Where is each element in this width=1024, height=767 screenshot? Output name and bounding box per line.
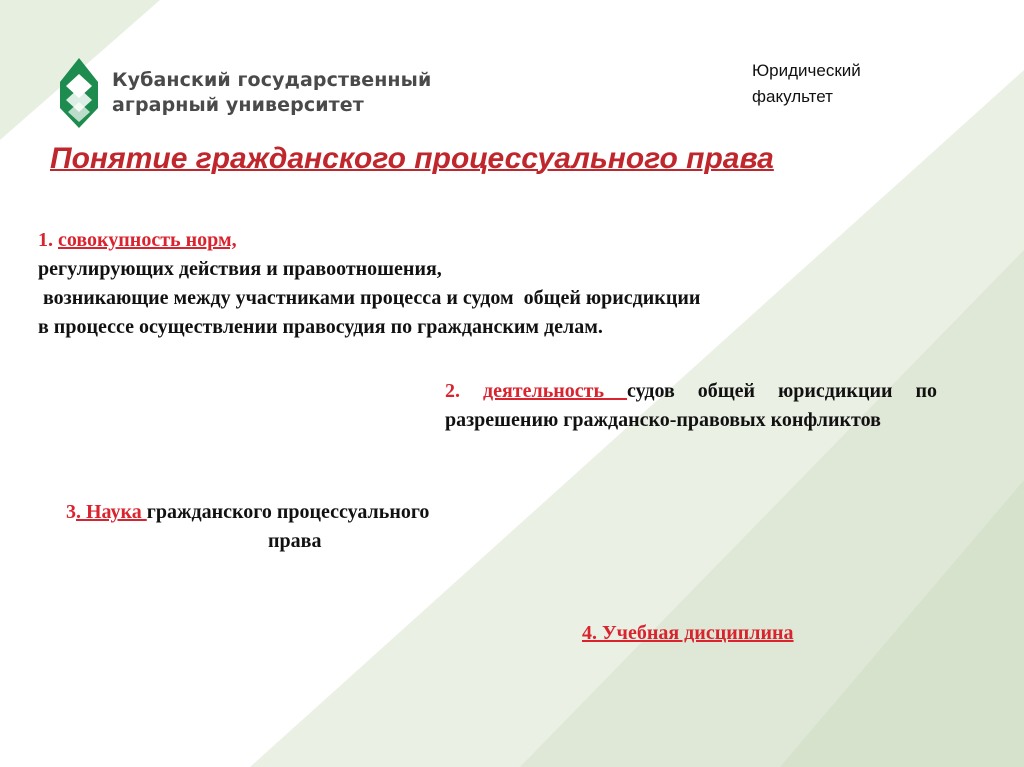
university-name-line1: Кубанский государственный xyxy=(112,69,432,91)
definition-item-3 xyxy=(66,498,536,556)
item-1-term: совокупность норм, xyxy=(58,229,237,251)
item-2-term: деятельность xyxy=(482,380,628,402)
university-name-line2: аграрный университет xyxy=(112,94,364,116)
definition-item-2 xyxy=(445,377,937,435)
slide-title: Понятие гражданского процессуального права xyxy=(50,142,774,175)
university-logo xyxy=(58,56,431,130)
faculty-line1: Юридический xyxy=(752,61,861,80)
item-3-term: . Наука xyxy=(76,501,147,523)
item-1-heading xyxy=(38,226,700,255)
item-4-term: 4. Учебная дисциплина xyxy=(582,622,794,644)
item-2-text: судов общей юрисдикции по разрешению гражданско-правовых конфликтов xyxy=(445,380,938,431)
item-1-line: регулирующих действия и правоотношения, xyxy=(38,258,442,280)
item-3-number: 3 xyxy=(66,501,76,523)
faculty-label xyxy=(752,58,861,110)
item-2-number: 2. xyxy=(445,380,483,402)
item-1-line: в процессе осуществлении правосудия по гражданским делам. xyxy=(38,316,603,338)
faculty-line2: факультет xyxy=(752,87,833,106)
definition-item-1 xyxy=(38,226,700,342)
item-3-text: гражданского процессуального xyxy=(146,501,430,523)
item-3-text-line2: права xyxy=(268,530,322,552)
item-1-line: возникающие между участниками процесса и судом общей юрисдикции xyxy=(38,287,701,309)
kubgau-leaf-icon xyxy=(58,56,100,130)
definition-item-4 xyxy=(582,619,794,648)
item-1-number: 1. xyxy=(38,229,58,251)
university-name xyxy=(112,68,431,118)
